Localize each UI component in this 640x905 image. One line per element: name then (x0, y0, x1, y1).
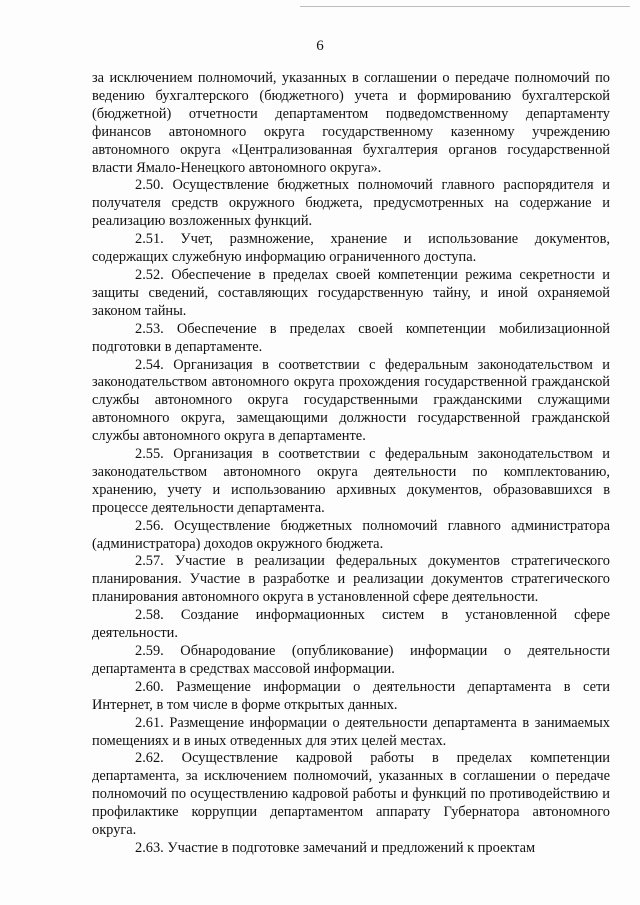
paragraph: 2.61. Размещение информации о деятельности департамента в занимаемых помещениях и в иных отведенных для этих целей местах. (92, 714, 610, 749)
paragraph: 2.51. Учет, размножение, хранение и использование документов, содержащих служебную информацию ограниченного доступа. (92, 231, 610, 266)
paragraph: 2.53. Обеспечение в пределах своей компетенции мобилизационной подготовки в департаменте. (92, 320, 610, 355)
paragraph: за исключением полномочий, указанных в соглашении о передаче полномочий по ведению бухгалтерского (бюджетного) учета и формированию бухгалтерской (бюджетной) отчетности департаментом подведомственному департаменту финансов автономного округа государственному казенному учреждению автономного округа «Централизованная бухгалтерия органов государственной власти Ямало-Ненецкого автономного округа». (92, 70, 610, 176)
paragraph: 2.56. Осуществление бюджетных полномочий главного администратора (администратора) доходов окружного бюджета. (92, 517, 610, 552)
paragraph: 2.52. Обеспечение в пределах своей компетенции режима секретности и защиты сведений, составляющих государственную тайну, и иной охраняемой законом тайны. (92, 266, 610, 319)
document-body (92, 70, 610, 858)
page-number: 6 (316, 38, 324, 54)
paragraph: 2.60. Размещение информации о деятельности департамента в сети Интернет, в том числе в форме открытых данных. (92, 678, 610, 713)
paragraph: 2.58. Создание информационных систем в установленной сфере деятельности. (92, 607, 610, 642)
paragraph: 2.55. Организация в соответствии с федеральным законодательством и законодательством автономного округа деятельности по комплектованию, хранению, учету и использованию архивных документов, образовавшихся в процессе деятельности департамента. (92, 446, 610, 516)
paragraph: 2.50. Осуществление бюджетных полномочий главного распорядителя и получателя средств окружного бюджета, предусмотренных на содержание и реализацию возложенных функций. (92, 177, 610, 230)
paragraph: 2.63. Участие в подготовке замечаний и предложений к проектам (135, 839, 536, 856)
paragraph: 2.59. Обнародование (опубликование) информации о деятельности департамента в средствах массовой информации. (92, 643, 610, 677)
paragraph: 2.62. Осуществление кадровой работы в пределах компетенции департамента, за исключением полномочий, указанных в соглашении о передаче полномочий по осуществлению кадровой работы и функций по противодействию и профилактике коррупции департаментом аппарату Губернатора автономного округа. (92, 750, 610, 839)
paragraph: 2.57. Участие в реализации федеральных документов стратегического планирования. Участие в разработке и реализации документов стратегического планирования автономного округа в установленной сфере деятельности. (92, 553, 610, 606)
paragraph: 2.54. Организация в соответствии с федеральным законодательством и законодательством автономного округа прохождения государственной гражданской службы автономного округа государственными гражданскими служащими автономного округа, замещающими должности государственной гражданской службы автономного округа в департаменте. (92, 356, 610, 445)
scan-edge-line (300, 6, 630, 7)
